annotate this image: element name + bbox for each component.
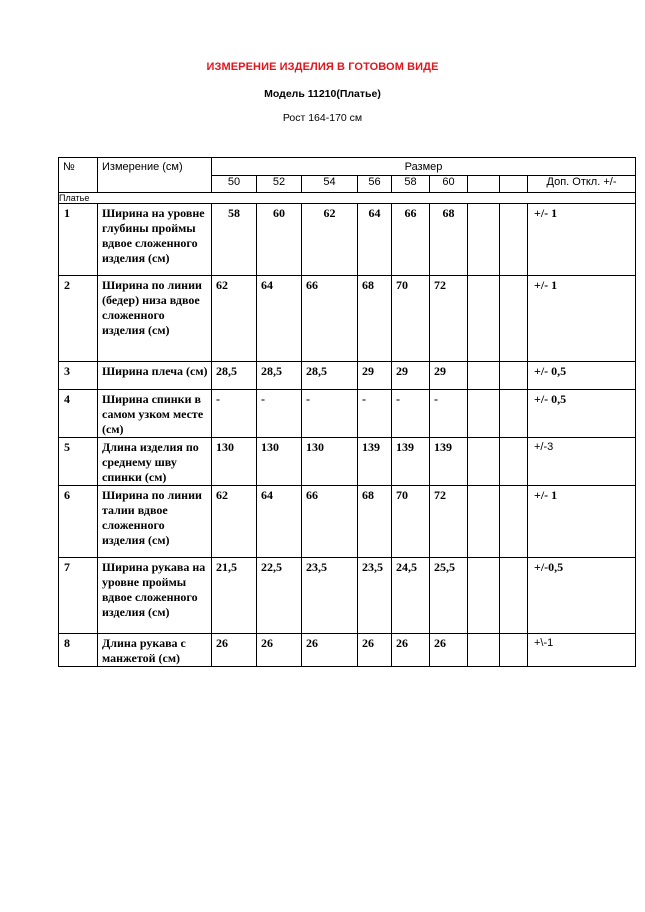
value-cell: 28,5 — [212, 362, 257, 390]
size-cell: 56 — [358, 176, 392, 193]
value-cell: - — [358, 390, 392, 438]
value-cell — [500, 390, 528, 438]
tolerance-cell: +/-3 — [528, 438, 636, 486]
value-cell: 29 — [358, 362, 392, 390]
value-cell: 62 — [302, 204, 358, 276]
table-row — [59, 204, 636, 276]
value-cell — [468, 204, 500, 276]
value-cell: 26 — [358, 634, 392, 667]
value-cell: 28,5 — [302, 362, 358, 390]
tolerance-header: Доп. Откл. +/- — [528, 176, 636, 193]
value-cell: 26 — [430, 634, 468, 667]
value-cell: 139 — [392, 438, 430, 486]
value-cell: 23,5 — [302, 558, 358, 634]
value-cell: 68 — [358, 486, 392, 558]
value-cell: 21,5 — [212, 558, 257, 634]
size-cell: 60 — [430, 176, 468, 193]
growth-range: Рост 164-170 см — [282, 112, 363, 124]
value-cell — [468, 438, 500, 486]
value-cell: 29 — [430, 362, 468, 390]
value-cell: 66 — [302, 276, 358, 362]
row-number: 8 — [59, 634, 98, 667]
row-number: 3 — [59, 362, 98, 390]
tolerance-cell: +/- 0,5 — [528, 362, 636, 390]
value-cell: 139 — [358, 438, 392, 486]
row-number: 2 — [59, 276, 98, 362]
value-cell: 26 — [212, 634, 257, 667]
table-row — [59, 438, 636, 486]
tolerance-cell: +\-1 — [528, 634, 636, 667]
value-cell: 66 — [302, 486, 358, 558]
tolerance-cell: +/-0,5 — [528, 558, 636, 634]
value-cell — [468, 634, 500, 667]
value-cell: - — [430, 390, 468, 438]
value-cell — [468, 558, 500, 634]
table-header-row — [59, 158, 636, 176]
row-number: 1 — [59, 204, 98, 276]
value-cell: - — [212, 390, 257, 438]
value-cell — [500, 362, 528, 390]
measurement-name: Ширина по линии (бедер) низа вдвое сложенного изделия (см) — [98, 276, 212, 362]
measurement-table — [58, 157, 636, 667]
value-cell: 62 — [212, 276, 257, 362]
size-cell: 58 — [392, 176, 430, 193]
value-cell: 58 — [212, 204, 257, 276]
size-cell: 52 — [257, 176, 302, 193]
table-row — [59, 486, 636, 558]
size-cell: 54 — [302, 176, 358, 193]
value-cell: 25,5 — [430, 558, 468, 634]
row-number: 7 — [59, 558, 98, 634]
value-cell: 22,5 — [257, 558, 302, 634]
value-cell — [500, 486, 528, 558]
measurement-name: Длина рукава с манжетой (см) — [98, 634, 212, 667]
measurement-name: Длина изделия по среднему шву спинки (см) — [98, 438, 212, 486]
value-cell — [500, 204, 528, 276]
model-name: Модель 11210(Платье) — [264, 88, 381, 100]
value-cell — [500, 276, 528, 362]
value-cell: 139 — [430, 438, 468, 486]
size-cell — [500, 176, 528, 193]
value-cell: - — [257, 390, 302, 438]
header-number: № — [59, 158, 98, 193]
value-cell — [500, 634, 528, 667]
value-cell: - — [392, 390, 430, 438]
value-cell: 68 — [358, 276, 392, 362]
size-cell — [468, 176, 500, 193]
value-cell: 64 — [358, 204, 392, 276]
value-cell — [468, 276, 500, 362]
tolerance-cell: +/- 1 — [528, 276, 636, 362]
value-cell — [468, 486, 500, 558]
value-cell: 66 — [392, 204, 430, 276]
table-row — [59, 390, 636, 438]
value-cell: 130 — [212, 438, 257, 486]
value-cell — [468, 362, 500, 390]
table-row — [59, 558, 636, 634]
value-cell: 130 — [257, 438, 302, 486]
value-cell: 72 — [430, 276, 468, 362]
value-cell: 28,5 — [257, 362, 302, 390]
value-cell: 70 — [392, 486, 430, 558]
measurement-name: Ширина спинки в самом узком месте (см) — [98, 390, 212, 438]
header-measurement: Измерение (см) — [98, 158, 212, 193]
row-number: 4 — [59, 390, 98, 438]
value-cell: 24,5 — [392, 558, 430, 634]
table-row — [59, 276, 636, 362]
measurement-name: Ширина на уровне глубины проймы вдвое сложенного изделия (см) — [98, 204, 212, 276]
value-cell: 70 — [392, 276, 430, 362]
document-title: ИЗМЕРЕНИЕ ИЗДЕЛИЯ В ГОТОВОМ ВИДЕ — [206, 61, 439, 73]
table-row — [59, 634, 636, 667]
row-number: 6 — [59, 486, 98, 558]
row-number: 5 — [59, 438, 98, 486]
value-cell: 26 — [302, 634, 358, 667]
value-cell — [468, 390, 500, 438]
value-cell: 64 — [257, 276, 302, 362]
value-cell: 62 — [212, 486, 257, 558]
measurement-name: Ширина плеча (см) — [98, 362, 212, 390]
value-cell: 23,5 — [358, 558, 392, 634]
tolerance-cell: +/- 1 — [528, 486, 636, 558]
value-cell: 26 — [392, 634, 430, 667]
value-cell — [500, 438, 528, 486]
table-row — [59, 362, 636, 390]
value-cell: 64 — [257, 486, 302, 558]
section-row — [59, 193, 636, 204]
section-label: Платье — [59, 193, 636, 204]
value-cell — [500, 558, 528, 634]
value-cell: 72 — [430, 486, 468, 558]
value-cell: 60 — [257, 204, 302, 276]
value-cell: - — [302, 390, 358, 438]
size-cell: 50 — [212, 176, 257, 193]
value-cell: 29 — [392, 362, 430, 390]
value-cell: 130 — [302, 438, 358, 486]
measurement-name: Ширина рукава на уровне проймы вдвое сложенного изделия (см) — [98, 558, 212, 634]
header-size: Размер — [212, 158, 636, 176]
value-cell: 26 — [257, 634, 302, 667]
value-cell: 68 — [430, 204, 468, 276]
tolerance-cell: +/- 0,5 — [528, 390, 636, 438]
tolerance-cell: +/- 1 — [528, 204, 636, 276]
measurement-name: Ширина по линии талии вдвое сложенного изделия (см) — [98, 486, 212, 558]
